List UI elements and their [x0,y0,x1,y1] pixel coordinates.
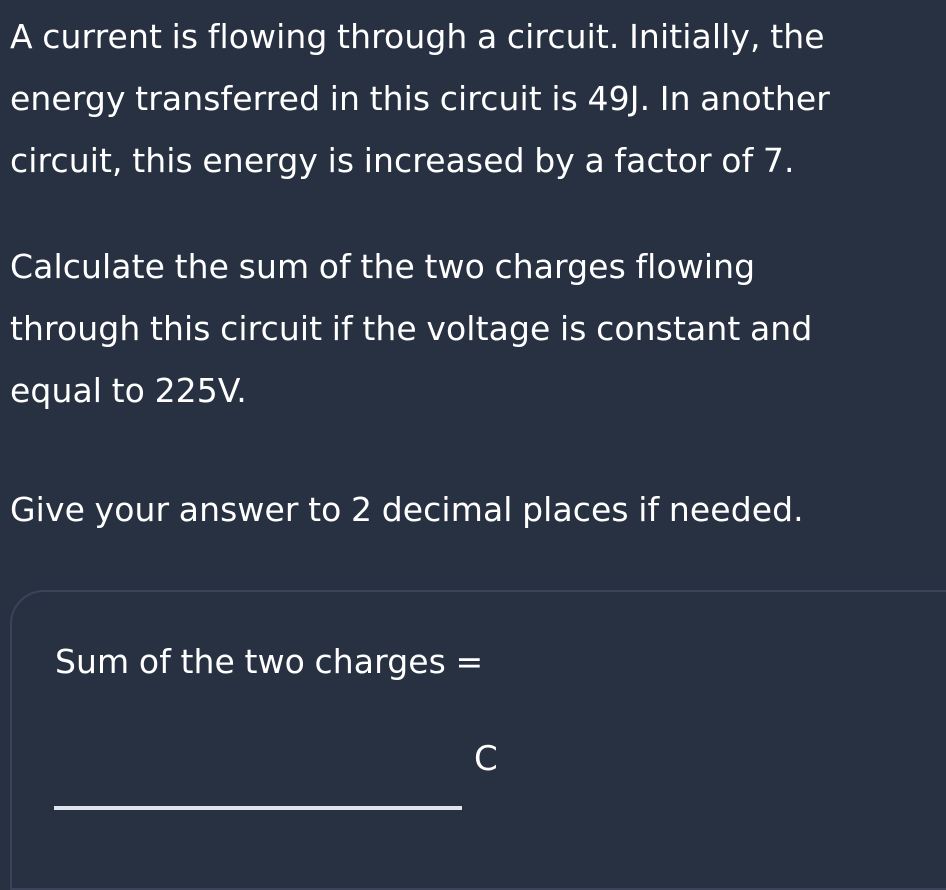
question-text [10,6,940,541]
unit-label-coulombs: C [474,739,498,779]
question-paragraph-task: Calculate the sum of the two charges flowing through this circuit if the voltage is constant and equal to 225V. [10,247,813,410]
question-paragraph-instructions: Give your answer to 2 decimal places if needed. [10,490,804,529]
question-paragraph-intro: A current is flowing through a circuit. Initially, the energy transferred in this circuit is 49J. In another circuit, this energy is increased by a factor of 7. [10,17,830,180]
answer-panel [10,590,946,890]
charge-sum-answer-input[interactable] [54,732,462,810]
answer-prompt-label: Sum of the two charges = [55,642,484,681]
